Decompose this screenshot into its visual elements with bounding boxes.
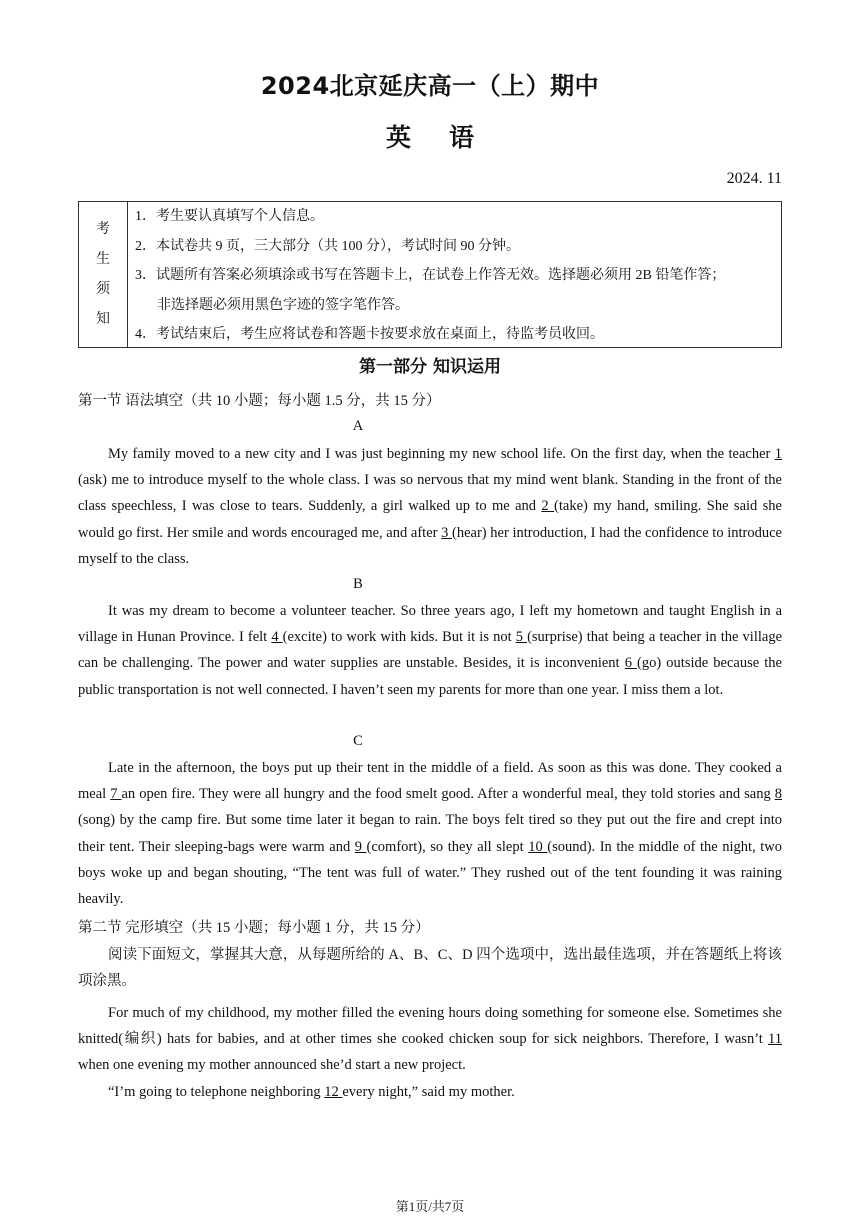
notice-label-char: 生: [96, 251, 110, 267]
text-run: (ask) me to introduce myself to the whole class. I was so nervous that my mind went blank. Standing in the front of the class speechless, I was close to tears. Suddenly, a girl walked up to me and: [78, 472, 782, 515]
cloze-instructions: [78, 942, 782, 994]
blank-10: 10: [528, 838, 548, 855]
blank-12: 12: [324, 1083, 343, 1100]
blank-7: 7: [110, 786, 122, 803]
passage-c-text: [78, 755, 782, 912]
text-run: (song) by the camp fire. But some time later it began to rain. The boys felt tired so they put out the fire and crept into their tent. Their sleeping-bags were warm and: [78, 812, 782, 855]
cloze-passage: [78, 1000, 782, 1105]
page-footer: 第1页/共7页: [395, 1199, 465, 1214]
passage-c-letter: C: [353, 733, 363, 749]
section-one-heading: 第一节 语法填空（共 10 小题；每小题 1.5 分，共 15 分）: [78, 393, 441, 409]
notice-item: 1．考生要认真填写个人信息。: [135, 209, 324, 224]
blank-4: 4: [271, 629, 283, 646]
blank-3: 3: [441, 524, 453, 541]
part-one-title: 第一部分 知识运用: [359, 357, 501, 377]
text-run: (take) my hand, smiling. She said she would go first. Her smile and words encouraged me, and after: [78, 498, 782, 541]
text-run: “I’m going to telephone neighboring: [108, 1083, 325, 1100]
exam-date: 2024. 11: [726, 170, 782, 187]
notice-item-continued: 非选择题必须用黑色字迹的签字笔作答。: [157, 297, 409, 313]
notice-items: [135, 202, 775, 350]
text-run: (sound). In the middle of the night, two boys woke up and began shouting, “The tent was full of water.” They rushed out of the tent founding it was raining heavily.: [78, 838, 783, 908]
notice-item: 2．本试卷共 9 页，三大部分（共 100 分），考试时间 90 分钟。: [135, 238, 520, 254]
subject-title: 英语: [385, 123, 512, 152]
text-run: (hear) her introduction, I had the confidence to introduce myself to the class.: [78, 524, 782, 567]
text-run: (go) outside because the public transportation is not well connected. I haven’t seen my parents for more than one year. I miss them a lot.: [78, 655, 782, 698]
notice-label-char: 须: [96, 281, 110, 297]
text-run: For much of my childhood, my mother filled the evening hours doing something for someone else. Sometimes she knitted(编织) hats for babies, and at other times she cooked chicken soup for sick neighbors. Therefore, I wasn’t: [78, 1005, 782, 1048]
passage-b: [78, 598, 782, 703]
section-two-heading: 第二节 完形填空（共 15 小题；每小题 1 分，共 15 分）: [78, 920, 430, 936]
text-run: an open fire. They were all hungry and the food smelt good. After a wonderful meal, they told stories and sang: [121, 786, 775, 803]
text-run: It was my dream to become a volunteer teacher. So three years ago, I left my hometown and taught English in a village in Hunan Province. I felt: [78, 603, 782, 646]
blank-9: 9: [354, 838, 367, 855]
passage-a: [78, 441, 782, 572]
blank-2: 2: [541, 498, 555, 515]
candidate-notice-box: [78, 201, 782, 348]
notice-label-char: 知: [96, 311, 110, 327]
notice-item: 3．试题所有答案必须填涂或书写在答题卡上，在试卷上作答无效。选择题必须用 2B 铅笔作答；: [135, 268, 726, 283]
passage-c: [78, 755, 782, 912]
instructions-text: 阅读下面短文，掌握其大意，从每题所给的 A、B、C、D 四个选项中，选出最佳选项，并在答题纸上将该项涂黑。: [78, 947, 782, 990]
text-run: My family moved to a new city and I was just beginning my new school life. On the first day, when the teacher: [108, 446, 775, 462]
notice-label: [79, 202, 128, 347]
passage-b-text: [78, 598, 782, 703]
passage-a-text: [78, 441, 782, 572]
blank-6: 6: [624, 655, 638, 672]
text-run: every night,” said my mother.: [342, 1083, 515, 1100]
passage-b-letter: B: [353, 576, 363, 592]
notice-label-char: 考: [96, 221, 110, 237]
blank-11: 11: [768, 1031, 782, 1048]
cloze-paragraph: [78, 1000, 782, 1079]
text-run: (excite) to work with kids. But it is not: [282, 629, 516, 646]
text-run: (comfort), so they all slept: [366, 838, 529, 855]
blank-5: 5: [515, 629, 528, 646]
exam-title: 2024北京延庆高一（上）期中: [260, 72, 600, 100]
notice-item: 4．考试结束后，考生应将试卷和答题卡按要求放在桌面上，待监考员收回。: [135, 327, 604, 342]
cloze-paragraph: [78, 1079, 782, 1105]
text-run: when one evening my mother announced she’d start a new project.: [78, 1057, 466, 1074]
passage-a-letter: A: [352, 418, 364, 434]
blank-1: 1: [774, 446, 782, 462]
text-run: Late in the afternoon, the boys put up their tent in the middle of a field. As soon as this was done. They cooked a meal: [78, 760, 782, 803]
blank-8: 8: [774, 786, 782, 803]
text-run: (surprise) that being a teacher in the village can be challenging. The power and water supplies are unstable. Besides, it is inconvenient: [78, 629, 783, 672]
